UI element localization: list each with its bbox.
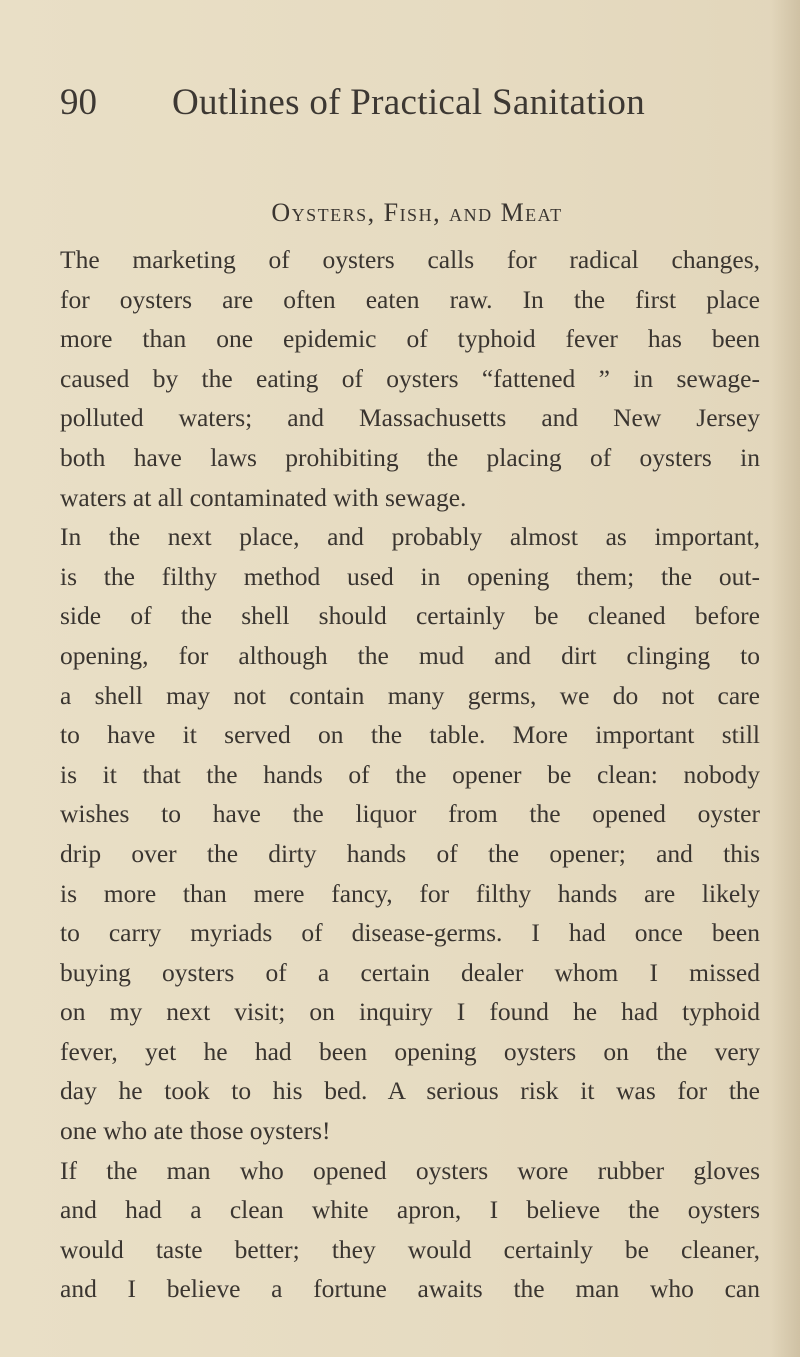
page-number: 90 [60,82,97,123]
text-line: more than one epidemic of typhoid fever has been [60,324,760,354]
running-head [60,78,760,128]
text-line: one who ate those oysters! [60,1116,331,1146]
text-line: The marketing of oysters calls for radical changes, [60,245,760,274]
text-line: a shell may not contain many germs, we do not care [60,680,760,710]
text-line: for oysters are often eaten raw. In the first place [60,284,760,314]
text-line: is it that the hands of the opener be clean: nobody [60,759,760,789]
page-edge-shadow [770,0,800,1357]
text-line: day he took to his bed. A serious risk it was for the [60,1076,760,1106]
text-line: If the man who opened oysters wore rubber gloves [60,1155,760,1185]
text-line: buying oysters of a certain dealer whom I missed [60,957,760,987]
text-line: to carry myriads of disease-germs. I had once been [60,918,760,948]
text-line: to have it served on the table. More important still [60,720,760,750]
body-text [60,240,760,1309]
text-line: would taste better; they would certainly be cleaner, [60,1234,760,1264]
text-line: is the filthy method used in opening them; the out- [60,561,760,591]
text-line: fever, yet he had been opening oysters on the very [60,1036,760,1066]
text-line: on my next visit; on inquiry I found he had typhoid [60,997,760,1027]
text-line: and I believe a fortune awaits the man who can [60,1274,760,1304]
text-line: is more than mere fancy, for filthy hands are likely [60,878,760,908]
text-line: caused by the eating of oysters “fattened ” in sewage- [60,363,760,393]
text-line: drip over the dirty hands of the opener; and this [60,838,760,868]
text-line: and had a clean white apron, I believe the oysters [60,1195,760,1225]
section-heading: Oysters, Fish, and Meat [271,198,563,227]
text-line: waters at all contaminated with sewage. [60,482,467,512]
text-line: polluted waters; and Massachusetts and New Jersey [60,403,760,433]
text-line: side of the shell should certainly be cleaned before [60,601,760,631]
text-line: opening, for although the mud and dirt clinging to [60,640,760,670]
text-line: wishes to have the liquor from the opened oyster [60,799,760,829]
book-title: Outlines of Practical Sanitation [172,82,646,123]
text-line: In the next place, and probably almost as important, [60,522,760,552]
text-line: both have laws prohibiting the placing of oysters in [60,442,760,472]
